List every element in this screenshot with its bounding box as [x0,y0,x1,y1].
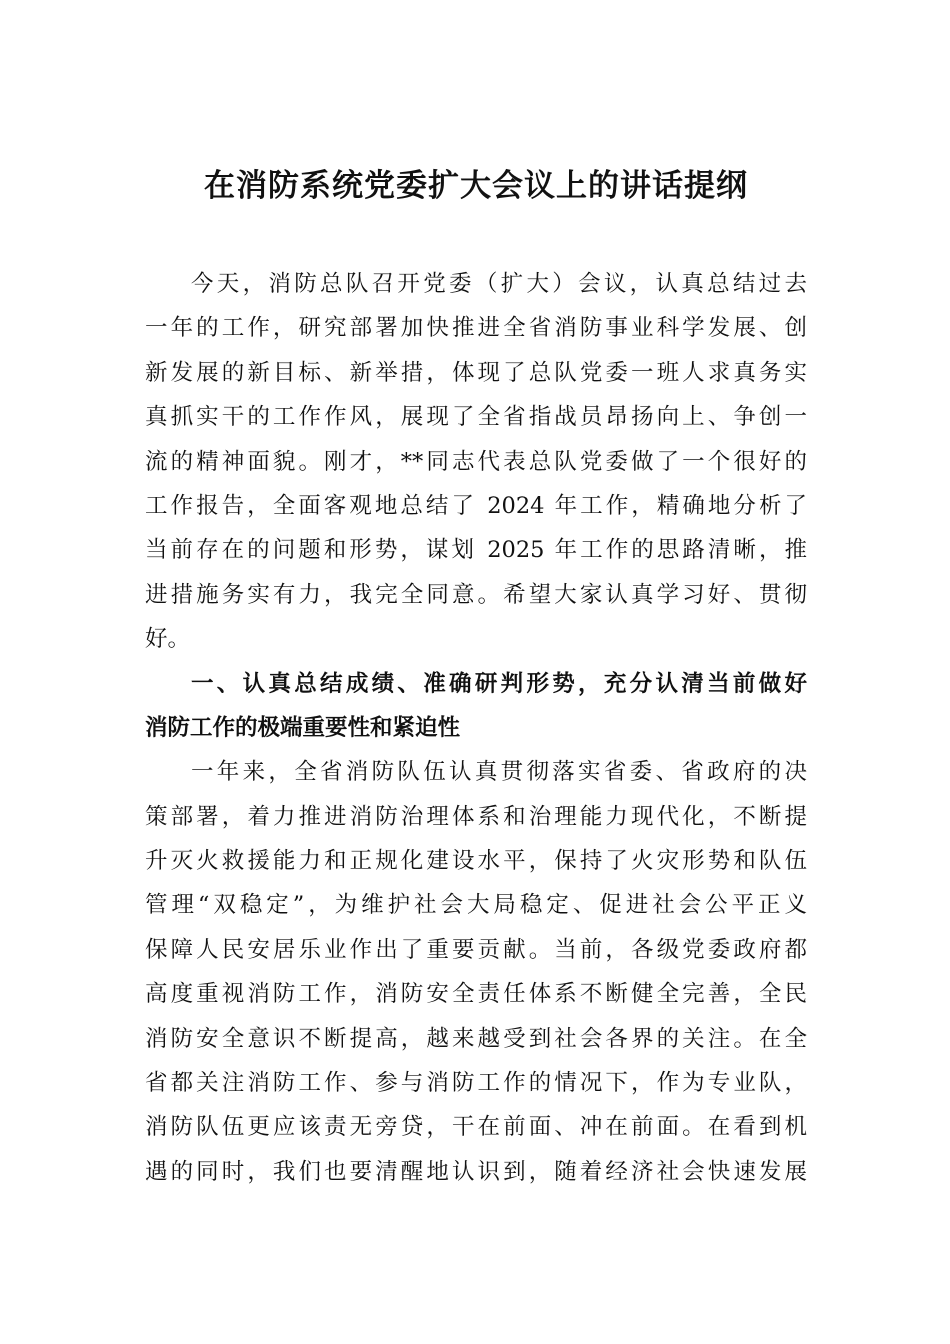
paragraph-line: 保障人民安居乐业作出了重要贡献。当前，各级党委政府都 [145,936,807,963]
paragraph-line: 策部署，着力推进消防治理体系和治理能力现代化，不断提 [145,803,807,830]
paragraph-line: 今天，消防总队召开党委（扩大）会议，认真总结过去 [191,271,807,297]
paragraph-line: 工作报告，全面客观地总结了 2024 年工作，精确地分析了 [145,492,807,519]
paragraph-line: 真抓实干的工作作风，展现了全省指战员昂扬向上、争创一 [145,404,807,431]
document-page [145,160,807,1194]
paragraph-line: 消防安全意识不断提高，越来越受到社会各界的关注。在全 [145,1025,807,1052]
paragraph-line: 一年来，全省消防队伍认真贯彻落实省委、省政府的决 [191,759,807,786]
paragraph-line: 管理“双稳定”，为维护社会大局稳定、促进社会公平正义 [145,892,807,919]
paragraph-line: 流的精神面貌。刚才，**同志代表总队党委做了一个很好的 [145,448,807,475]
document-body [145,262,807,1194]
section-1-paragraph [145,750,807,1194]
paragraph-line: 升灭火救援能力和正规化建设水平，保持了火灾形势和队伍 [145,848,807,875]
intro-paragraph [145,262,807,662]
paragraph-line: 消防队伍更应该责无旁贷，干在前面、冲在前面。在看到机 [145,1114,807,1141]
paragraph-line: 高度重视消防工作，消防安全责任体系不断健全完善，全民 [145,981,807,1008]
document-title: 在消防系统党委扩大会议上的讲话提纲 [204,168,748,204]
heading-line: 消防工作的极端重要性和紧迫性 [145,714,461,741]
heading-line: 一、认真总结成绩、准确研判形势，充分认清当前做好 [191,670,807,697]
paragraph-line: 好。 [145,626,191,653]
paragraph-line: 省都关注消防工作、参与消防工作的情况下，作为专业队， [145,1070,807,1097]
paragraph-line: 进措施务实有力，我完全同意。希望大家认真学习好、贯彻 [145,581,807,608]
paragraph-line: 当前存在的问题和形势，谋划 2025 年工作的思路清晰，推 [145,537,807,564]
paragraph-line: 遇的同时，我们也要清醒地认识到，随着经济社会快速发展 [145,1158,807,1185]
section-heading-1 [145,662,807,751]
paragraph-line: 一年的工作，研究部署加快推进全省消防事业科学发展、创 [145,315,807,342]
paragraph-line: 新发展的新目标、新举措，体现了总队党委一班人求真务实 [145,359,807,386]
